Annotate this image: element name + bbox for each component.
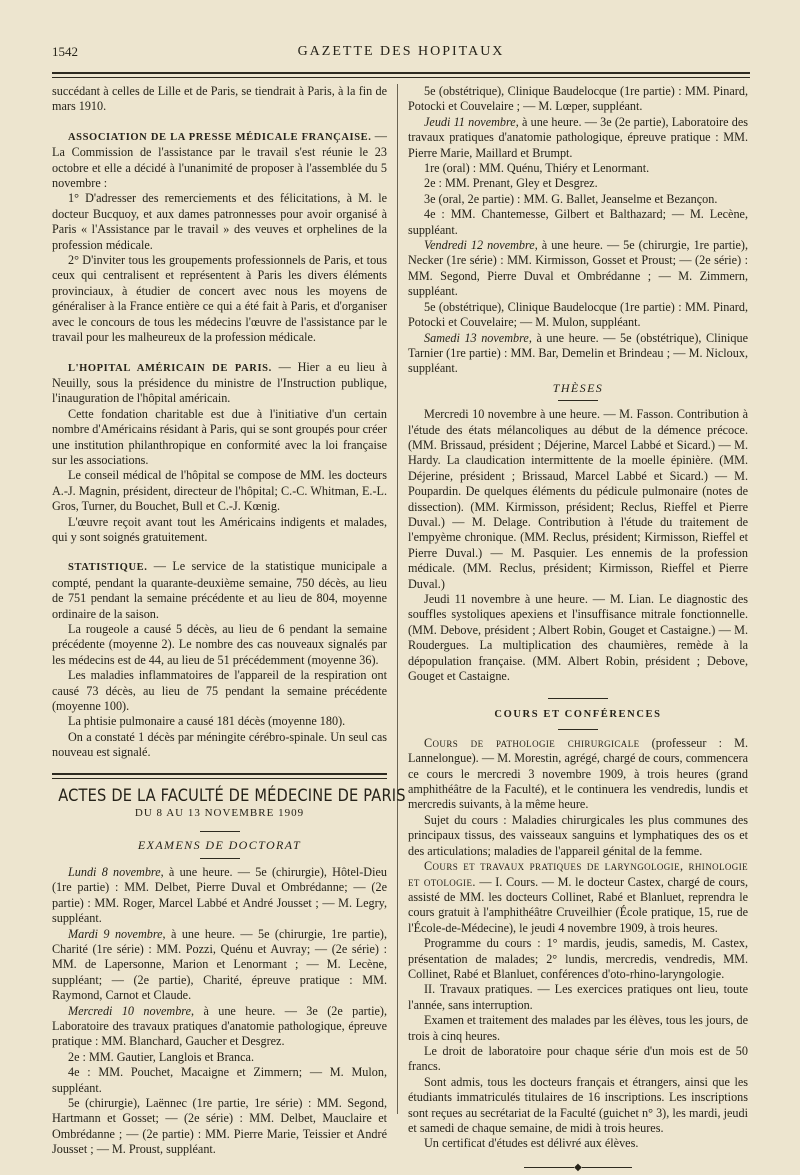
cours-pathologie: Cours de pathologie chirurgicale (professeur : M. Lannelongue). — M. Morestin, agrégé, chargé de cours, commencera ce cours le mercredi 3 novembre 1909, à trois heures (grand amphithéâtre de la Faculté), et le continuera les vendredis, lundis et mercredis suivants, à la même heure.: [408, 735, 748, 812]
theses-title: THÈSES: [552, 380, 604, 395]
exam-obstetrique: 5e (obstétrique), Clinique Baudelocque (1re partie) : MM. Pinard, Potocki et Couvelaire ; — M. Lœper, suppléant.: [408, 84, 748, 114]
exam-samedi: Samedi 13 novembre, à une heure. — 5e (obstétrique), Clinique Tarnier (1re partie) : MM. Bar, Demelin et Brindeau ; — M. Nicloux, suppléant.: [408, 330, 749, 376]
hopital-paragraph-4: L'œuvre reçoit avant tout les Américains indigents et malades, qui y sont soignés gratuitement.: [52, 514, 387, 544]
column-divider: [397, 84, 398, 1114]
exam-mercredi-5: 5e (chirurgie), Laënnec (1re partie, 1re série) : MM. Segond, Hartmann et Gosset; — (2e série) : MM. Delbet, Mauclaire et Ombrédanne ; — (2e partie) : MM. Pierre Marie, Teissier et André Jousset ; — M. Proust, suppléant.: [52, 1095, 387, 1157]
exam-jeudi-1: 1re (oral) : MM. Quénu, Thiéry et Lenormant.: [424, 161, 650, 176]
journal-title: GAZETTE DES HOPITAUX: [297, 44, 505, 59]
exam-jeudi-3: 3e (oral, 2e partie) : MM. G. Ballet, Jeanselme et Bezançon.: [424, 191, 718, 206]
cours-admis: Sont admis, tous les docteurs français et étrangers, ainsi que les étudiants immatriculés titulaires de 16 inscriptions. Les inscriptions sont reçues au secrétariat de la Faculté (guichet n° 3), les mardi, jeudi et samedi de chaque semaine, de midi à trois heures.: [408, 1074, 748, 1135]
page-number: 1542: [52, 44, 78, 59]
association-item-2: 2° D'inviter tous les groupements professionnels de Paris, et tous ceux qui centralisent et représentent à Paris les divers éléments provinciaux, à étudier de concert avec nous les moyens de généraliser à la France entière ce qui a été fait à Paris, et d'organiser avec le concours de tous les médecins l'œuvre de l'assistance par le travail pour les malheureux de la profession médicale.: [52, 253, 387, 345]
statistique-paragraph: STATISTIQUE. — Le service de la statistique municipale a compté, pendant la quarante-deuxième semaine, 750 décès, au lieu de 751 pendant la semaine précédente et au lieu de 804, moyenne ordinaire de la saison.: [52, 559, 387, 621]
cours-certificat: Un certificat d'études est délivré aux élèves.: [424, 1136, 639, 1151]
association-item-1: 1° D'adresser des remerciements et des félicitations, à M. le docteur Bucquoy, et aux dames patronnesses pour avoir organisé à Paris « l'Assistance par le travail » des veuves et orphelines de la profession médicale.: [52, 191, 387, 252]
exam-mardi: Mardi 9 novembre, à une heure. — 5e (chirurgie, 1re partie), Charité (1re série) : MM. Pozzi, Quénu et Auvray; — (2e série) : MM. de Lapersonne, Marion et Lenormant ; — M. Lecène, suppléant; — (2e partie), Charité, épreuve pratique : MM. Raymond, Carnot et Claude.: [52, 926, 387, 1003]
hopital-paragraph-3: Le conseil médical de l'hôpital se compose de MM. les docteurs A.-J. Magnin, président, directeur de l'hôpital; C.-C. Whitman, E.-L. Gros, Turner, du Bouchet, Bull et C.-J. Kœnig.: [52, 468, 387, 514]
exam-jeudi-4: 4e : MM. Chantemesse, Gilbert et Balthazard; — M. Lecène, suppléant.: [408, 207, 748, 237]
cours-examen: Examen et traitement des malades par les élèves, tous les jours, de trois à cinq heures.: [408, 1013, 748, 1043]
exam-jeudi-2: 2e : MM. Prenant, Gley et Desgrez.: [424, 176, 598, 191]
short-rule: [558, 729, 598, 730]
cours-programme: Programme du cours : 1° mardis, jeudis, samedis, M. Castex, présentation de malades; 2° lundis, mercredis, vendredis, MM. Collinet, Rabé et Blanluet, conférences d'oto-rhino-laryngologie.: [408, 936, 748, 981]
exam-vendredi-5: 5e (obstétrique), Clinique Baudelocque (1re partie) : MM. Pinard, Potocki et Couvelaire; — M. Mulon, suppléant.: [408, 299, 748, 330]
header-rule-thin: [52, 77, 750, 78]
statistique-paragraph-3: Les maladies inflammatoires de l'appareil de la respiration ont causé 73 décès, au lieu de 75 pendant la semaine précédente (moyenne 100).: [52, 668, 387, 714]
exam-mercredi-2: 2e : MM. Gautier, Langlois et Branca.: [68, 1049, 254, 1064]
actes-title: ACTES DE LA FACULTÉ DE MÉDECINE DE PARIS: [58, 785, 406, 806]
section-rule: [52, 773, 387, 775]
hopital-paragraph-2: Cette fondation charitable est due à l'initiative d'un certain nombre d'Américains résidant à Paris, qui se sont groupés pour créer une institution philanthropique en conformité avec la loi française sur les associations.: [52, 406, 387, 467]
intro-paragraph: succédant à celles de Lille et de Paris, se tiendrait à Paris, à la fin de mars 1910.: [52, 84, 387, 114]
theses-jeudi: Jeudi 11 novembre à une heure. — M. Lian. Le diagnostic des souffles systoliques apexiens et l'insuffisance mitrale fonctionnelle. (MM. Debove, président ; Albert Robin, Gouget et Castaigne.) — M. Roudergues. La multiplication des chaumières, remède à la dépopulation française. (MM. Albert Robin, président ; Debove, Gouget et Castaigne.: [408, 592, 748, 684]
short-rule: [200, 858, 240, 859]
hopital-heading: L'HOPITAL AMÉRICAIN DE PARIS.: [68, 362, 272, 374]
cours-sujet: Sujet du cours : Maladies chirurgicales les plus communes des principaux tissus, des vaisseaux sanguins et lymphatiques des os et des articulations; maladies de l'appareil génital de la femme.: [408, 812, 748, 858]
exam-jeudi: Jeudi 11 novembre, à une heure. — 3e (2e partie), Laboratoire des travaux pratiques d'anatomie pathologique, épreuve pratique : MM. Pierre Marie, Maillard et Brumpt.: [408, 114, 749, 160]
hopital-paragraph: L'HOPITAL AMÉRICAIN DE PARIS. — Hier a eu lieu à Neuilly, sous la présidence du ministre de l'Instruction publique, l'inauguration de l'hôpital américain.: [52, 359, 387, 406]
end-ornament: ◆: [408, 1160, 748, 1175]
cours-travaux: II. Travaux pratiques. — Les exercices pratiques ont lieu, toute l'année, sans interruption.: [408, 982, 748, 1012]
association-paragraph: ASSOCIATION DE LA PRESSE MÉDICALE FRANÇAISE. — La Commission de l'assistance par le travail s'est réunie le 23 octobre et elle a décidé à l'unanimité de proposer à l'assemblée du 5 novembre :: [52, 128, 387, 191]
cours-laryngologie: Cours et travaux pratiques de laryngologie, rhinologie et otologie. — I. Cours. — M. le docteur Castex, chargé de cours, assisté de MM. les docteurs Collinet, Rabé et Blanluet, reprendra le cours gratuit à l'amphithéâtre Cruveilhier (École pratique, 15, rue de l'École-de-Médecine), le jeudi 4 novembre 1909, à trois heures.: [408, 859, 748, 935]
header-rule: [52, 72, 750, 74]
statistique-paragraph-5: On a constaté 1 décès par méningite cérébro-spinale. Un seul cas nouveau est signalé.: [52, 729, 387, 760]
left-column: [52, 84, 406, 1158]
examens-title: EXAMENS DE DOCTORAT: [137, 838, 302, 853]
statistique-paragraph-2: La rougeole a causé 5 décès, au lieu de 6 pendant la semaine précédente (moyenne 2). Le nombre des cas nouveaux signalés par les médecins est de 44, au lieu de 51 précédemment (moyenne 36).: [52, 622, 387, 667]
exam-lundi: Lundi 8 novembre, à une heure. — 5e (chirurgie), Hôtel-Dieu (1re partie) : MM. Delbet, Pierre Duval et Ombrédanne; — (2e partie) : MM. Roger, Marcel Labbé et André Jousset ; — M. Legry, suppléant.: [52, 864, 387, 926]
actes-dates: DU 8 AU 13 NOVEMBRE 1909: [134, 807, 305, 820]
right-column: [408, 84, 748, 1175]
page-header: [52, 44, 750, 64]
short-rule: [558, 400, 598, 401]
cours-title: COURS ET CONFÉRENCES: [494, 709, 662, 721]
exam-mercredi-4: 4e : MM. Pouchet, Macaigne et Zimmern; — M. Mulon, suppléant.: [52, 1065, 387, 1095]
section-rule-thin: [52, 778, 387, 779]
statistique-heading: STATISTIQUE.: [68, 562, 148, 574]
exam-vendredi: Vendredi 12 novembre, à une heure. — 5e (chirurgie, 1re partie), Necker (1re série) : MM. Kirmisson, Gosset et Proust; — (2e série) : MM. Segond, Pierre Duval et Ombrédanne ; — M. Zimmern, suppléant.: [408, 238, 748, 299]
short-rule: [548, 698, 608, 699]
exam-mercredi: Mercredi 10 novembre, à une heure. — 3e (2e partie), Laboratoire des travaux pratiques d'anatomie pathologique, épreuve pratique : MM. Blanchard, Gaucher et Desgrez.: [52, 1003, 387, 1049]
theses-mercredi: Mercredi 10 novembre à une heure. — M. Fasson. Contribution à l'étude des états mélancoliques au début de la démence précoce. (MM. Brissaud, président ; Déjerine, Marcel Labbé et Sicard.) — M. Hardy. La claudication intermittente de la moelle épinière. (MM. Déjerine, président ; Brissaud, Marcel Labbé et Sicard.) — M. Poupardin. De quelques éléments du pédicule pulmonaire (notes de dissection). (MM. Kirmisson, président; Reclus, Rieffel et Pierre Duval.) — M. Delage. Contribution à l'étude du traitement de l'empyème chronique. (MM. Reclus, président; Kirmisson, Rieffel et Pierre Duval.) — M. Pasquier. Les ennemis de la profession médicale. (MM. Reclus, président; Kirmisson, Rieffel et Pierre Duval.): [408, 407, 748, 591]
cours-droit: Le droit de laboratoire pour chaque série d'un mois est de 50 francs.: [408, 1043, 748, 1074]
short-rule: [200, 831, 240, 832]
statistique-paragraph-4: La phtisie pulmonaire a causé 181 décès (moyenne 180).: [68, 714, 346, 729]
association-heading: ASSOCIATION DE LA PRESSE MÉDICALE FRANÇAISE.: [68, 131, 372, 143]
